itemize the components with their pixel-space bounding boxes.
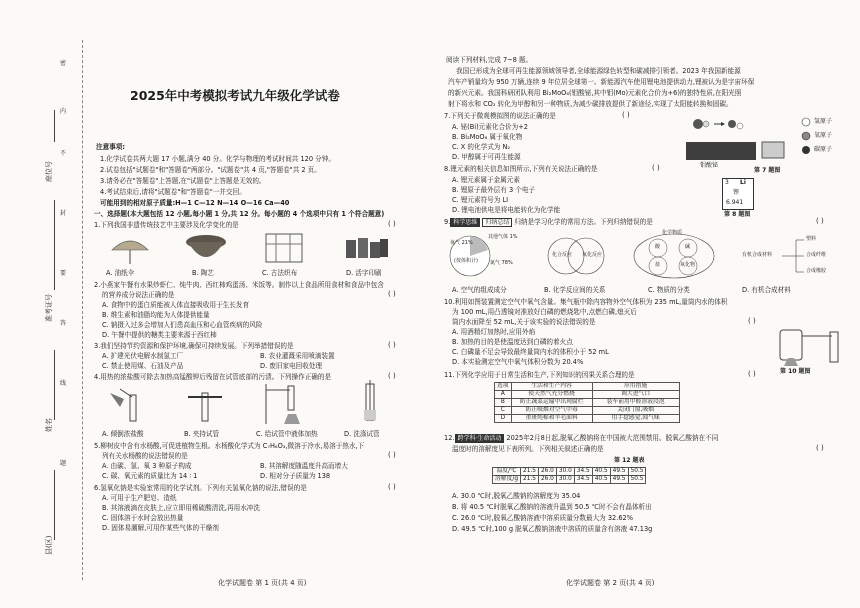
q7-option[interactable]: B. Bi₂MoO₆ 属于氧化物 (452, 133, 523, 141)
table-cell: 21.5 (521, 476, 539, 484)
question-2-stem: 2.小燕家午餐有水果炒虾仁、炖牛肉、西红柿鸡蛋汤、米饭等。制作以上食品所用食材和食品中包含 (94, 281, 384, 289)
q3-option[interactable]: A. 扩建光伏电解水制氢工厂 (102, 352, 184, 360)
answer-paren[interactable]: ( ) (388, 290, 396, 298)
section-heading: 一、选择题(本大题包括 12 小题,每小题 1 分,共 12 分。每小题的 4 个选项中只有 1 个符合题意) (94, 210, 385, 218)
air-label: (按体积计) (454, 258, 478, 264)
q5-option[interactable]: B. 其溶解度随温度升高而增大 (260, 462, 348, 470)
q8-option[interactable]: A. 锂元素属于金属元素 (452, 176, 520, 184)
q3-option[interactable]: C. 禁止使用煤、石油及产品 (102, 362, 184, 370)
air-label: 其他气体 1% (488, 234, 518, 240)
table-cell: 装车前用甲醛溶液浸泡 (592, 399, 679, 407)
table-row (493, 468, 646, 476)
answer-paren[interactable]: ( ) (652, 164, 660, 172)
reading-line: 射下将水和 CO₂ 转化为甲醇和另一种物质,为减少碳排放提供了新途径,实现了太阳能转换和固碳。 (448, 100, 733, 108)
question-10-stem-cont: 筒内水面降至 52 mL,关于该实验的说法错误的是 (452, 318, 596, 326)
table-cell: 34.5 (574, 468, 592, 476)
reaction-label: 化合反应 (552, 252, 573, 258)
q12-solubility-table (492, 467, 646, 484)
q4-image-washing (350, 380, 390, 426)
q10-figure (772, 322, 858, 366)
exam-title: 2025年中考模拟考试九年级化学试卷 (130, 88, 340, 103)
note-item: 2.试卷包括"试题卷"和"答题卷"两部分。"试题卷"共 4 页,"答题卷"共 2 页。 (100, 166, 321, 174)
seal-char: 不 (60, 150, 67, 157)
material-label: 合成橡胶 (806, 268, 827, 274)
reading-line: 我国已形成为全球可再生能源领域领导者,全球能源绿色转型和碳减排引领者。2023 年我国新能源 (456, 67, 741, 75)
table-cell: 49.5 (610, 468, 628, 476)
q12-option[interactable]: B. 将 40.5 ℃时脱氧乙酸钠的溶液升温到 50.5 ℃时不会有晶体析出 (452, 503, 652, 511)
class-label: 盐 (655, 262, 661, 268)
reaction-label: 氧化反应 (582, 252, 603, 258)
q4-image-pouring (102, 385, 152, 425)
seal-char: 封 (60, 210, 67, 217)
table-cell: 30.0 (556, 476, 574, 484)
table-row[interactable] (495, 415, 680, 423)
q4-option[interactable]: B. 夹持试管 (184, 430, 220, 438)
q4-image-heating (260, 380, 316, 426)
seal-char: 密 (60, 60, 67, 67)
answer-paren[interactable]: ( ) (816, 217, 824, 225)
ticket-label: 准考证号 (45, 294, 53, 322)
table-cell: 50.5 (628, 468, 646, 476)
table-cell: 26.0 (538, 476, 556, 484)
q1-option[interactable]: C. 古法织布 (262, 269, 298, 277)
q6-option[interactable]: C. 固体溶于水时会放出热量 (102, 514, 184, 522)
q10-figure-caption: 第 10 题图 (780, 368, 811, 375)
q9-option[interactable]: D. 有机合成材料 (742, 286, 791, 294)
catalyst-label: 钼酸铋 (700, 162, 719, 169)
note-item: 4.考试结束后,请将"试题卷"和"答题卷"一并交回。 (100, 188, 246, 196)
tag-interdisciplinary: 跨学科·生命活动 (455, 434, 505, 443)
class-label: 酸 (655, 244, 661, 250)
ticket-field[interactable] (40, 200, 55, 290)
atomic-number: 3 (725, 179, 729, 186)
tag-summary: 归纳总结 (482, 218, 512, 227)
q5-option[interactable]: C. 碳、氧元素的质量比为 14 ∶ 1 (102, 472, 198, 480)
answer-paren[interactable]: ( ) (748, 370, 756, 378)
question-9-line: 9. 科学思维 归纳总结 归纳是学习化学的常用方法。下列归纳错误的是 (444, 218, 653, 226)
q1-image-loom (262, 230, 306, 266)
q11-table (494, 382, 680, 423)
table-cell: 用手捻感觉,闻气味 (592, 415, 679, 423)
legend-hydrogen: 氢原子 (814, 118, 833, 125)
table-cell: 34.5 (574, 476, 592, 484)
table-cell: 50.5 (628, 476, 646, 484)
seal-char: 答 (60, 320, 67, 327)
q10-option[interactable]: A. 用酒精灯加热时,应用外焰 (452, 328, 536, 336)
q4-option[interactable]: C. 给试管中液体加热 (256, 430, 318, 438)
answer-paren[interactable]: ( ) (816, 444, 824, 452)
material-label: 有机合成材料 (742, 252, 773, 258)
q7-option[interactable]: D. 甲醇属于可再生能源 (452, 153, 521, 161)
q6-option[interactable]: B. 其溶液滴在皮肤上,应立即用稀硫酸清洗,再用水冲洗 (102, 504, 260, 512)
q9-diagram-reactions (538, 232, 614, 280)
element-name: 锂 (733, 189, 740, 196)
q7-option[interactable]: A. 铋(Bi)元素化合价为+2 (452, 123, 528, 131)
q1-option[interactable]: B. 陶艺 (192, 269, 214, 277)
table-cell: 使天然气充分燃烧 (511, 391, 592, 399)
question-12-stem: 2025年2月8日起,脱氧乙酸钠将在中国被大范围禁用。脱氧乙酸钠在不同 (506, 434, 719, 442)
seal-char: 要 (60, 270, 67, 277)
question-4-stem: 4.用热的浓盐酸可除去加热高锰酸钾后残留在试管底部的污渍。下列操作正确的是 (94, 373, 332, 381)
question-5-stem-cont: 列有关水杨酸的说法错误的是 (102, 452, 188, 460)
answer-paren[interactable]: ( ) (622, 111, 630, 119)
table-row[interactable] (495, 399, 680, 407)
question-6-stem: 6.氢氧化钠是实验室常用的化学试剂。下列有关氢氧化钠的说法,错误的是 (94, 484, 307, 492)
question-7-stem: 7.下列关于微观模拟图的说法正确的是 (444, 112, 556, 120)
table-cell: 40.5 (592, 468, 610, 476)
binding-margin (0, 0, 92, 608)
q12-option[interactable]: D. 49.5 ℃时,100 g 脱氧乙酸钠溶液中溶质的质量含有溶液 47.13g (452, 525, 653, 533)
note-item: 3.请务必在"答题卷"上答题,在"试题卷"上答题是无效的。 (100, 177, 266, 185)
table-cell: 重斑纯棉和羊毛面料 (511, 415, 592, 423)
q2-option[interactable]: A. 食物中的蛋白质能被人体直接吸收用于生长发育 (102, 301, 250, 309)
q4-image-clamp (182, 385, 228, 425)
seal-line (82, 40, 83, 580)
seal-char: 内 (60, 108, 67, 115)
q10-option[interactable]: D. 本实验测定空气中氧气体积分数为 20.4% (452, 358, 584, 366)
name-label: 姓名 (45, 418, 53, 432)
q10-option[interactable]: C. 白磷量不足会导致最终量筒内水的体积小于 52 mL (452, 348, 609, 356)
table-cell: D (495, 415, 512, 423)
q10-option[interactable]: B. 加热的目的是使温度达到白磷的着火点 (452, 338, 573, 346)
legend-carbon: 碳原子 (814, 146, 833, 153)
answer-paren[interactable]: ( ) (388, 451, 396, 459)
reading-line: 的新兴元素。我国科研团队利用 Bi₂MoO₆(钼酸铋,其中钼(Mo)元素化合价为+6)的独特性质,在阳光照 (448, 89, 742, 97)
element-symbol: Li (740, 179, 746, 186)
table-cell: C (495, 407, 512, 415)
q6-option[interactable]: A. 可用于生产肥皂、造纸 (102, 494, 177, 502)
question-10-stem-cont: 为 100 mL,用凸透镜对准放好白磷的燃烧匙中,点燃白磷,熄灭后 (452, 308, 637, 316)
table-cell: 防止蔬菜运输中出现腐烂 (511, 399, 592, 407)
q1-image-printing (344, 234, 390, 264)
answer-paren[interactable]: ( ) (748, 317, 756, 325)
element-cell (722, 178, 754, 210)
page-1-footer: 化学试题卷 第 1 页(共 4 页) (218, 579, 307, 587)
q1-image-umbrella (108, 232, 152, 266)
seal-char: 线 (60, 380, 67, 387)
table-cell: 21.5 (521, 468, 539, 476)
reading-intro: 阅读下列材料,完成 7~8 题。 (446, 56, 533, 64)
question-11-stem: 11.下列化学应用于日常生活和生产,下列知识的因果关系合理的是 (444, 371, 635, 379)
question-8-stem: 8.锂元素的相关信息如图所示,下列有关说法正确的是 (444, 165, 598, 173)
table-row[interactable] (495, 407, 680, 415)
question-3-stem: 3.我们坚持节约资源和保护环境,确保可持续发展。下列举措错误的是 (94, 342, 294, 350)
page-1 (92, 0, 440, 608)
page-2-footer: 化学试题卷 第 2 页(共 4 页) (566, 579, 655, 587)
q4-option[interactable]: D. 洗涤试管 (344, 430, 380, 438)
answer-paren[interactable]: ( ) (388, 483, 396, 491)
table-cell: 30.0 (556, 468, 574, 476)
table-header: 选项 (495, 383, 512, 391)
county-label: 县(区) (45, 535, 53, 555)
q9-diagram-classification (628, 230, 724, 282)
question-1-stem: 1.下列我国非遗传统技艺中主要涉及化学变化的是 (94, 221, 239, 229)
air-label: 氧气 21% (450, 240, 473, 246)
atomic-masses: 可能用到的相对原子质量:H—1 C—12 N—14 O—16 Ca—40 (100, 199, 290, 207)
q9-option[interactable]: B. 化学反应间的关系 (544, 286, 606, 294)
table-cell: B (495, 399, 512, 407)
q3-option[interactable]: B. 农业灌溉采用喷滴装置 (260, 352, 335, 360)
table-cell: 调大进气口 (592, 391, 679, 399)
question-9-stem: 归纳是学习化学的常用方法。下列归纳错误的是 (514, 218, 653, 226)
seat-label: 座位号 (45, 161, 53, 182)
tag-science-thinking: 科学思维 (450, 218, 480, 227)
table-cell: A (495, 391, 512, 399)
reading-line: 汽车产销量均为 950 万辆,连续 9 年位居全球第一。新能源汽车使用锂电池提供动力,锂被认为是宇宙环保 (448, 78, 755, 86)
table-row[interactable] (495, 391, 680, 399)
county-field[interactable] (40, 470, 55, 540)
atomic-mass: 6.941 (726, 199, 744, 206)
q1-option[interactable]: A. 油纸伞 (106, 269, 135, 277)
answer-paren[interactable]: ( ) (388, 341, 396, 349)
q1-option[interactable]: D. 活字印刷 (346, 269, 382, 277)
table-cell: 关闭门窗,吸烟 (592, 407, 679, 415)
q9-option[interactable]: C. 物质的分类 (648, 286, 690, 294)
legend-oxygen: 氧原子 (814, 132, 833, 139)
q6-option[interactable]: D. 固体易潮解,可用作某些气体的干燥剂 (102, 524, 219, 532)
answer-paren[interactable]: ( ) (388, 372, 396, 380)
q8-figure-caption: 第 8 题图 (724, 211, 751, 218)
q7-figure-caption: 第 7 题图 (754, 167, 781, 174)
table-header-row (495, 383, 680, 391)
q2-option[interactable]: D. 午餐中提供的糖类主要来源于西红柿 (102, 331, 217, 339)
table-cell: 26.0 (538, 468, 556, 476)
q2-option[interactable]: B. 维生素和油脂均能为人体提供能量 (102, 311, 210, 319)
table-header: 应用措施 (592, 383, 679, 391)
class-label: 化学物质 (662, 230, 683, 236)
note-item: 1.化学试卷共两大题 17 小题,满分 40 分。化学与物理的考试时间共 120 分钟。 (100, 155, 335, 163)
question-12-line: 12. 跨学科·生命活动 2025年2月8日起,脱氧乙酸钠将在中国被大范围禁用。脱氧乙酸钠在不同 (444, 434, 719, 442)
page-2 (442, 0, 860, 608)
class-label: 氧化物 (680, 262, 696, 268)
q8-option[interactable]: D. 锂电池供电是将电能转化为化学能 (452, 206, 561, 214)
table-cell: 49.5 (610, 476, 628, 484)
answer-paren[interactable]: ( ) (388, 220, 396, 228)
class-label: 碱 (685, 244, 691, 250)
notes-heading: 注意事项: (96, 143, 126, 151)
air-label: 氮气 78% (490, 260, 513, 266)
q12-option[interactable]: C. 26.0 ℃时,脱氧乙酸钠溶液中溶质质量分数最大为 32.62% (452, 514, 633, 522)
material-label: 合成纤维 (806, 252, 827, 258)
q9-diagram-air (448, 230, 528, 282)
seat-field[interactable] (40, 110, 55, 142)
q4-option[interactable]: A. 倾倒浓盐酸 (102, 430, 144, 438)
q8-option[interactable]: C. 锂元素符号为 LI (452, 196, 509, 204)
q9-diagram-materials (742, 230, 842, 282)
q3-option[interactable]: D. 废旧家电回收处理 (260, 362, 323, 370)
q7-figure (680, 110, 860, 176)
q12-table-title: 第 12 题表 (614, 457, 645, 464)
question-12-stem-cont: 温度时的溶解度见下表所列。下列相关叙述正确的是 (452, 445, 604, 453)
q12-option[interactable]: A. 30.0 ℃时,脱氧乙酸钠的溶解度为 35.04 (452, 492, 581, 500)
question-2-stem-cont: 的营养成分说法正确的是 (102, 291, 175, 299)
question-5-stem: 5.柳树皮中含有水杨酸,可促进植物生根。水杨酸化学式为 C₇H₆O₃,微溶于冷水,易溶于热水,下 (94, 442, 365, 450)
q2-option[interactable]: C. 钠摄入过多会增加人们患高血压和心血管疾病的风险 (102, 321, 263, 329)
q7-option[interactable]: C. X 的化学式为 N₂ (452, 143, 511, 151)
table-header: 生活和生产内容 (511, 383, 592, 391)
table-cell: 40.5 (592, 476, 610, 484)
name-field[interactable] (40, 350, 55, 420)
row-label: 溶解度/g (493, 476, 521, 484)
material-label: 塑料 (806, 236, 817, 242)
table-row (493, 476, 646, 484)
q9-option[interactable]: A. 空气的组成成分 (452, 286, 507, 294)
question-10-stem: 10.利用如图装置测定空气中氧气含量。集气瓶中除内容物外空气体积为 235 mL,量筒内水的体积 (444, 298, 728, 306)
q1-image-pottery (182, 232, 230, 266)
seal-char: 题 (60, 460, 67, 467)
q5-option[interactable]: A. 由碳、氢、氧 3 种原子构成 (102, 462, 192, 470)
row-label: 温度/℃ (493, 468, 521, 476)
table-cell: 防止吸烟对空气中毒 (511, 407, 592, 415)
q8-option[interactable]: B. 锂原子最外层有 3 个电子 (452, 186, 536, 194)
q5-option[interactable]: D. 相对分子质量为 138 (260, 472, 331, 480)
